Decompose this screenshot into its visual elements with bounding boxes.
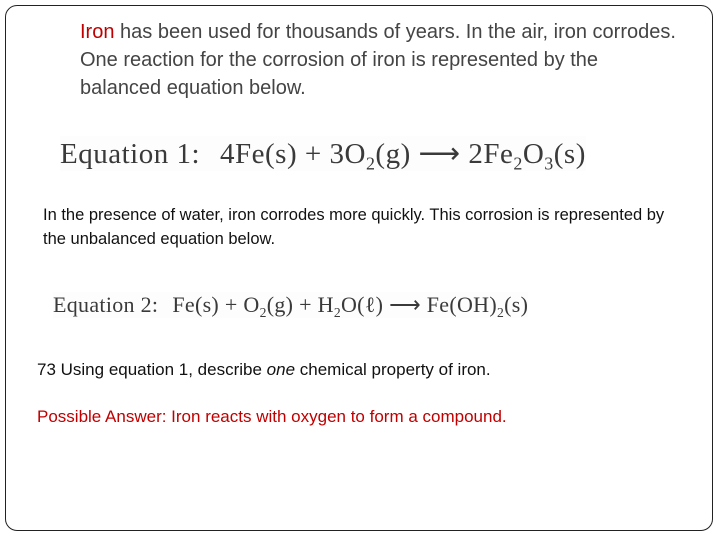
eq1-reactant-oxygen: $3O_2(g)$ (329, 138, 411, 174)
eq2-reactant-oxygen: $O_2(g)$ (243, 292, 294, 320)
eq1-reactant-iron: 4Fe(s) (220, 138, 298, 170)
eq1-arrow: ⟶ (418, 138, 461, 170)
eq2-arrow: ⟶ (389, 292, 421, 317)
question-73: 73 Using equation 1, describe one chemical property of iron. (37, 360, 491, 379)
eq1-plus: + (304, 138, 322, 170)
equation-2-image (53, 292, 528, 318)
eq1-product: $2Fe_2O_3(s)$ (468, 138, 586, 174)
equation-2-label: Equation 2: (53, 292, 159, 317)
eq2-reactant-iron: Fe(s) (172, 292, 220, 317)
intro-paragraph (80, 18, 680, 102)
eq2-plus-2: + (299, 292, 312, 317)
water-corrosion-paragraph: In the presence of water, iron corrodes more quickly. This corrosion is represented by the unbalanced equation below. (43, 206, 665, 248)
possible-answer: Possible Answer: Iron reacts with oxygen to form a compound. (37, 407, 507, 426)
equation-1-label: Equation 1: (60, 138, 201, 170)
eq2-plus-1: + (224, 292, 238, 317)
intro-text: has been used for thousands of years. In the air, iron corrodes. One reaction for the corrosion of iron is represented by the balanced equation below. (80, 21, 676, 99)
eq2-product: $Fe(OH)_2(s)$ (426, 292, 529, 320)
eq2-reactant-water: $H_2O(\ell)$ (317, 292, 384, 320)
question-emphasis: one (266, 360, 296, 379)
intro-highlight-word: Iron (80, 21, 115, 43)
equation-1-image (60, 136, 586, 174)
